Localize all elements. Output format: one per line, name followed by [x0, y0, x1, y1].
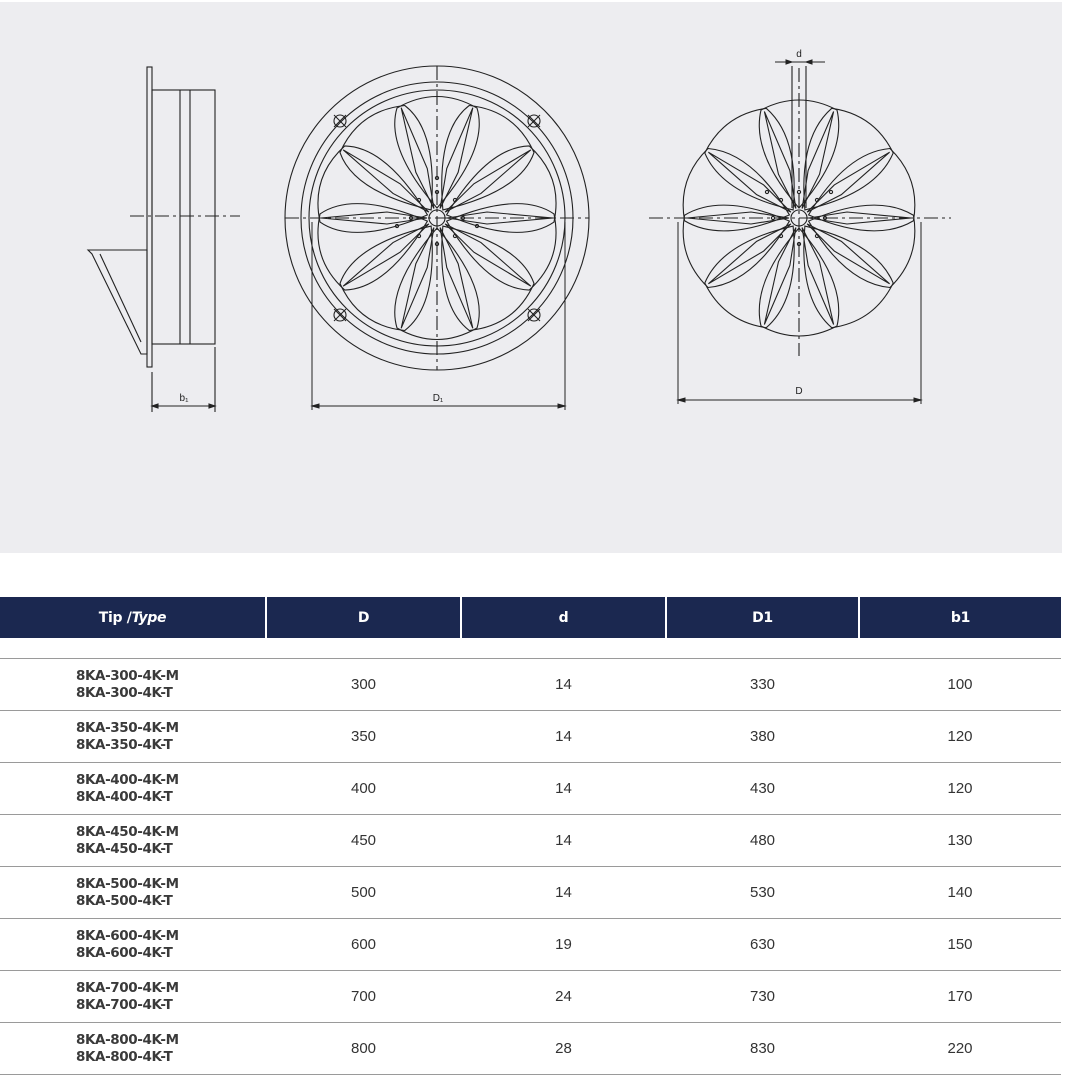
table-row [0, 1023, 1061, 1075]
d-cell: 14 [461, 711, 666, 763]
D-cell: 350 [266, 711, 461, 763]
D1-cell: 530 [666, 867, 859, 919]
b1-cell: 220 [859, 1023, 1061, 1075]
type-cell [0, 763, 266, 815]
header-type-prefix: Tip / [98, 609, 132, 626]
D-cell: 450 [266, 815, 461, 867]
D-cell: 700 [266, 971, 461, 1023]
b1-cell: 170 [859, 971, 1061, 1023]
type-cell [0, 867, 266, 919]
b1-cell: 130 [859, 815, 1061, 867]
dimension-D1 [312, 222, 565, 410]
table-row [0, 971, 1061, 1023]
dimension-label-D1: D₁ [432, 393, 444, 404]
header-D1: D1 [666, 597, 859, 638]
front-view-with-frame [285, 66, 589, 370]
side-view [88, 67, 240, 412]
D1-cell: 630 [666, 919, 859, 971]
type-cell [0, 971, 266, 1023]
type-t: 8KA-600-4K-T [76, 944, 173, 961]
table-header-row [0, 597, 1061, 638]
D-cell: 600 [266, 919, 461, 971]
type-t: 8KA-800-4K-T [76, 1048, 173, 1065]
d-cell: 24 [461, 971, 666, 1023]
dimensions-table [0, 597, 1061, 1075]
d-cell: 14 [461, 867, 666, 919]
type-t: 8KA-400-4K-T [76, 788, 173, 805]
type-t: 8KA-700-4K-T [76, 996, 173, 1013]
b1-cell: 100 [859, 659, 1061, 711]
dimension-d [775, 60, 825, 64]
d-cell: 19 [461, 919, 666, 971]
dimension-label-D: D [795, 386, 803, 397]
D-cell: 500 [266, 867, 461, 919]
table-row [0, 763, 1061, 815]
d-cell: 28 [461, 1023, 666, 1075]
header-type [0, 597, 266, 638]
type-cell [0, 1023, 266, 1075]
dimension-label-d: d [796, 49, 802, 60]
type-cell [0, 815, 266, 867]
fan-rotor-view [649, 66, 951, 356]
header-d: d [461, 597, 666, 638]
d-cell: 14 [461, 659, 666, 711]
table-row [0, 711, 1061, 763]
dimension-label-b1: b₁ [179, 393, 189, 404]
D1-cell: 730 [666, 971, 859, 1023]
d-cell: 14 [461, 763, 666, 815]
type-cell [0, 659, 266, 711]
D1-cell: 430 [666, 763, 859, 815]
type-m: 8KA-500-4K-M [76, 875, 179, 892]
b1-cell: 120 [859, 763, 1061, 815]
technical-drawing-panel [0, 2, 1062, 553]
type-m: 8KA-700-4K-M [76, 979, 179, 996]
type-m: 8KA-600-4K-M [76, 927, 179, 944]
type-t: 8KA-450-4K-T [76, 840, 173, 857]
type-cell [0, 919, 266, 971]
D-cell: 300 [266, 659, 461, 711]
table-row [0, 659, 1061, 711]
type-m: 8KA-400-4K-M [76, 771, 179, 788]
d-cell: 14 [461, 815, 666, 867]
technical-drawing [0, 2, 1062, 553]
D-cell: 400 [266, 763, 461, 815]
type-m: 8KA-350-4K-M [76, 719, 179, 736]
b1-cell: 140 [859, 867, 1061, 919]
D-cell: 800 [266, 1023, 461, 1075]
b1-cell: 120 [859, 711, 1061, 763]
D1-cell: 830 [666, 1023, 859, 1075]
type-m: 8KA-450-4K-M [76, 823, 179, 840]
table-row [0, 815, 1061, 867]
table-row [0, 867, 1061, 919]
b1-cell: 150 [859, 919, 1061, 971]
table-row [0, 919, 1061, 971]
D1-cell: 330 [666, 659, 859, 711]
D1-cell: 380 [666, 711, 859, 763]
D1-cell: 480 [666, 815, 859, 867]
header-b1: b1 [859, 597, 1061, 638]
table-spacer-row [0, 638, 1061, 659]
header-type-italic: Type [131, 609, 167, 626]
type-t: 8KA-350-4K-T [76, 736, 173, 753]
type-t: 8KA-300-4K-T [76, 684, 173, 701]
type-cell [0, 711, 266, 763]
type-t: 8KA-500-4K-T [76, 892, 173, 909]
header-D: D [266, 597, 461, 638]
type-m: 8KA-800-4K-M [76, 1031, 179, 1048]
type-m: 8KA-300-4K-M [76, 667, 179, 684]
